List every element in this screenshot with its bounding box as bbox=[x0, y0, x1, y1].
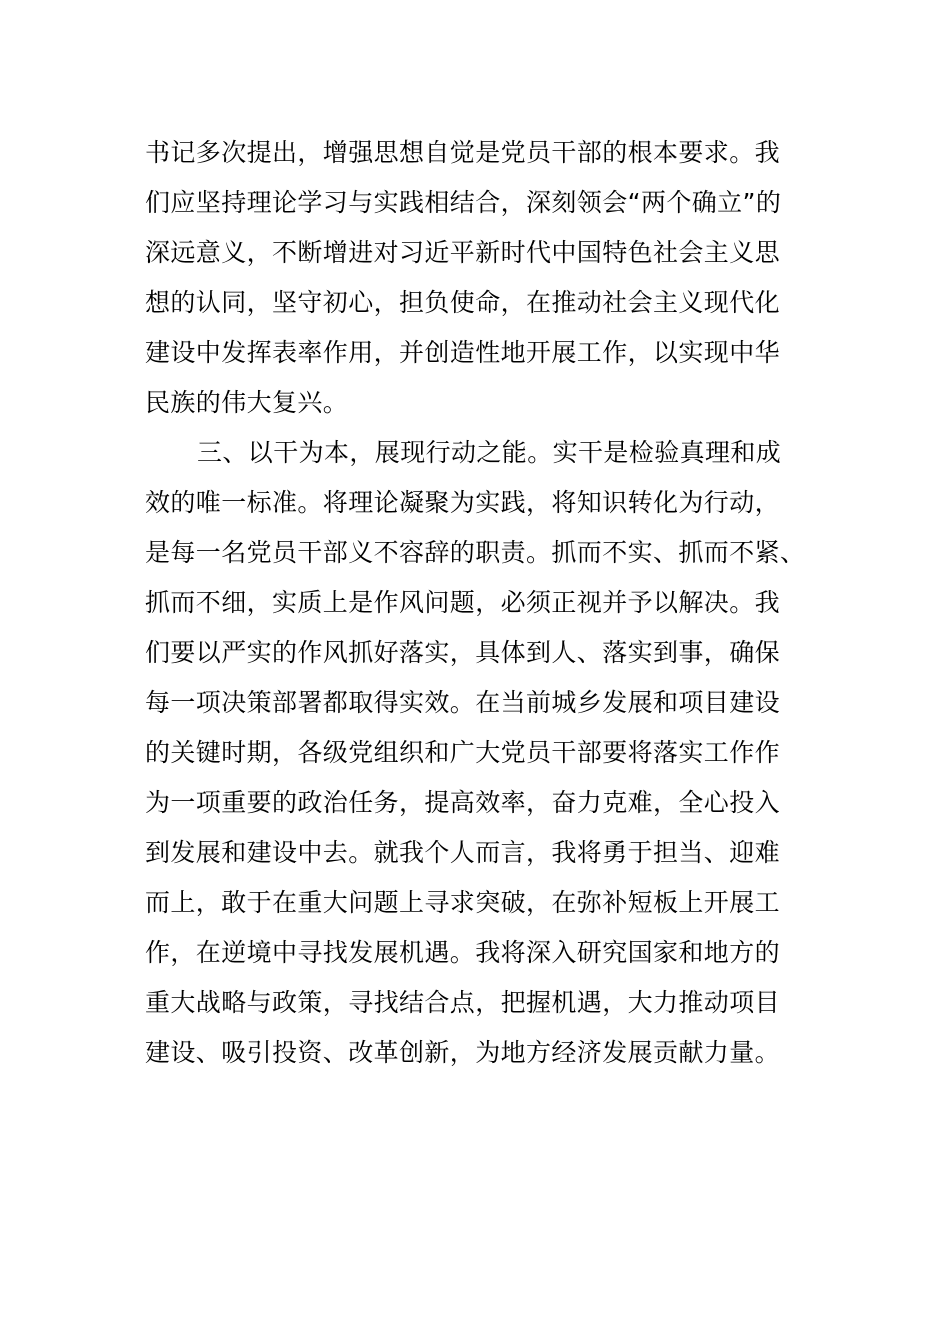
text-line: 想的认同，坚守初心，担负使命，在推动社会主义现代化 bbox=[145, 288, 781, 317]
text-line: 每一项决策部署都取得实效。在当前城乡发展和项目建设 bbox=[145, 688, 781, 717]
text-line: 重大战略与政策，寻找结合点，把握机遇，大力推动项目 bbox=[145, 988, 781, 1017]
text-line: 效的唯一标准。将理论凝聚为实践，将知识转化为行动， bbox=[145, 488, 781, 517]
text-line: 建设、吸引投资、改革创新，为地方经济发展贡献力量。 bbox=[145, 1038, 781, 1067]
text-line: 深远意义，不断增进对习近平新时代中国特色社会主义思 bbox=[145, 238, 781, 267]
text-line: 而上，敢于在重大问题上寻求突破，在弥补短板上开展工 bbox=[145, 888, 781, 917]
body-text bbox=[145, 128, 805, 1078]
text-line: 到发展和建设中去。就我个人而言，我将勇于担当、迎难 bbox=[145, 838, 781, 867]
text-line: 民族的伟大复兴。 bbox=[145, 388, 349, 417]
section-heading-line: 三、以干为本，展现行动之能。实干是检验真理和成 bbox=[197, 438, 782, 467]
text-line: 书记多次提出，增强思想自觉是党员干部的根本要求。我 bbox=[145, 138, 781, 167]
text-line: 为一项重要的政治任务，提高效率，奋力克难，全心投入 bbox=[145, 788, 781, 817]
text-line: 作，在逆境中寻找发展机遇。我将深入研究国家和地方的 bbox=[145, 938, 781, 967]
text-line: 建设中发挥表率作用，并创造性地开展工作，以实现中华 bbox=[145, 338, 781, 367]
text-line: 的关键时期，各级党组织和广大党员干部要将落实工作作 bbox=[145, 738, 781, 767]
text-line: 是每一名党员干部义不容辞的职责。抓而不实、抓而不紧、 bbox=[145, 538, 806, 567]
text-line: 们要以严实的作风抓好落实，具体到人、落实到事，确保 bbox=[145, 638, 781, 667]
text-line: 抓而不细，实质上是作风问题，必须正视并予以解决。我 bbox=[145, 588, 781, 617]
text-line: 们应坚持理论学习与实践相结合，深刻领会“两个确立”的 bbox=[145, 188, 782, 217]
